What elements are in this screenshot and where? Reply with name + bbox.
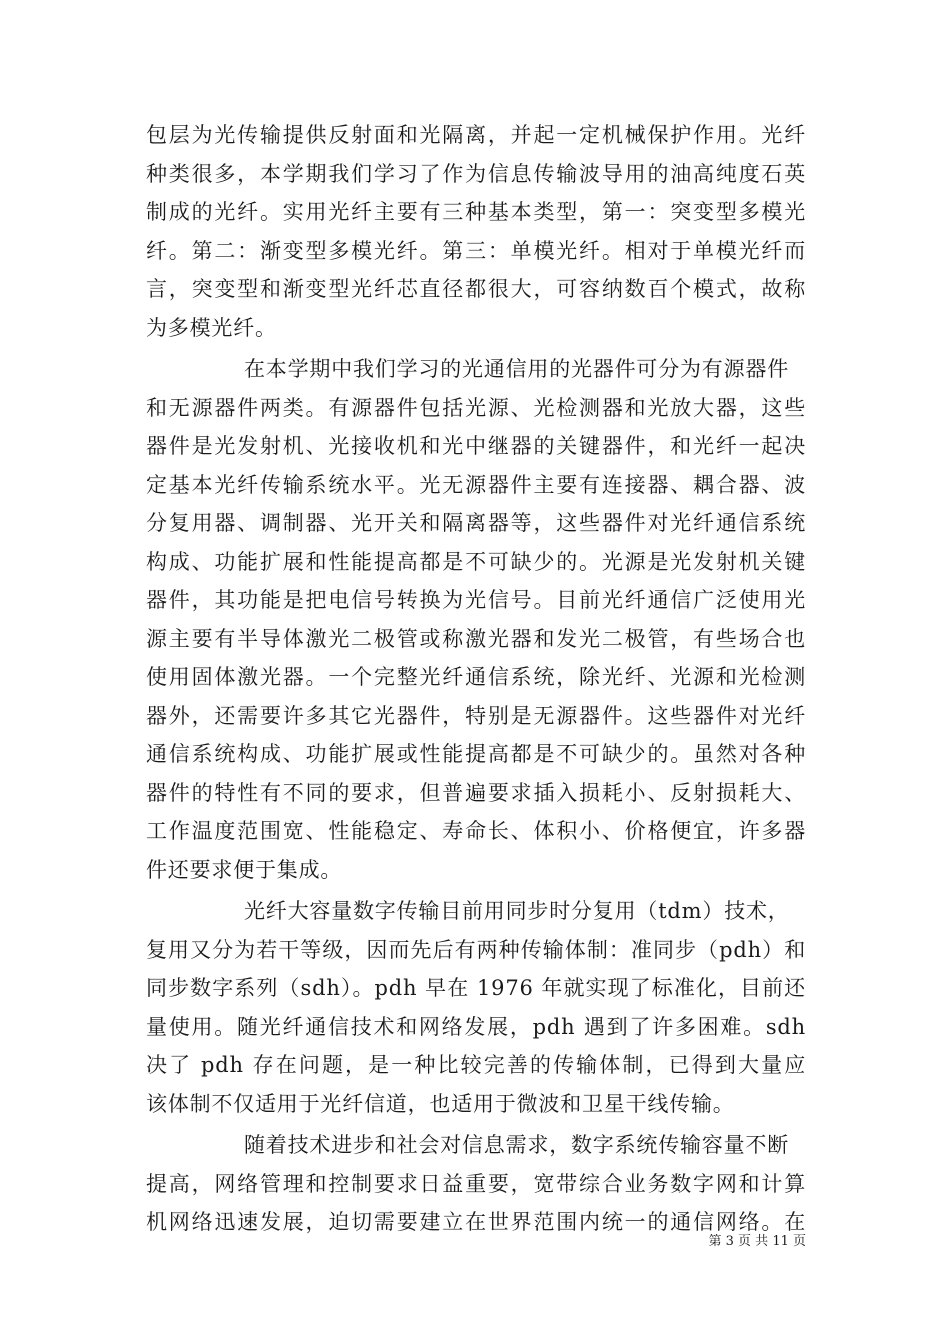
text-line: 包层为光传输提供反射面和光隔离，并起一定机械保护作用。光纤 [146,123,806,147]
text-line: 量使用。随光纤通信技术和网络发展，pdh 遇到了许多困难。sdh [146,1014,806,1039]
text-line: 为多模光纤。 [146,315,277,340]
text-line: 器外，还需要许多其它光器件，特别是无源器件。这些器件对光纤 [146,703,806,728]
text-line: 光纤大容量数字传输目前用同步时分复用（tdm）技术， [244,899,790,923]
text-line: 随着技术进步和社会对信息需求，数字系统传输容量不断 [244,1133,789,1157]
text-line: 分复用器、调制器、光开关和隔离器等，这些器件对光纤通信系统 [146,511,806,535]
text-line: 件还要求便于集成。 [146,857,343,882]
paragraph [146,892,806,1123]
text-line: 种类很多，本学期我们学习了作为信息传输波导用的油高纯度石英 [146,161,806,186]
text-line: 机网络迅速发展，迫切需要建立在世界范围内统一的通信网络。在 [146,1210,806,1234]
paragraph [146,1126,806,1242]
text-line: 构成、功能扩展和性能提高都是不可缺少的。光源是光发射机关键 [146,549,806,574]
text-line: 工作温度范围宽、性能稳定、寿命长、体积小、价格便宜，许多器 [146,819,806,843]
text-line: 言，突变型和渐变型光纤芯直径都很大，可容纳数百个模式，故称 [146,277,806,301]
paragraph [146,116,806,347]
text-line: 器件是光发射机、光接收机和光中继器的关键器件，和光纤一起决 [146,434,806,458]
text-line: 器件的特性有不同的要求，但普遍要求插入损耗小、反射损耗大、 [146,780,806,805]
text-line: 使用固体激光器。一个完整光纤通信系统，除光纤、光源和光检测 [146,665,806,689]
text-line: 器件，其功能是把电信号转换为光信号。目前光纤通信广泛使用光 [146,588,806,612]
text-line: 源主要有半导体激光二极管或称激光器和发光二极管，有些场合也 [146,626,806,651]
paragraph [146,350,806,889]
text-line: 在本学期中我们学习的光通信用的光器件可分为有源器件 [244,357,789,381]
text-line: 纤。第二：渐变型多模光纤。第三：单模光纤。相对于单模光纤而 [146,238,806,263]
text-line: 提高，网络管理和控制要求日益重要，宽带综合业务数字网和计算 [146,1171,806,1196]
text-line: 决了 pdh 存在问题，是一种比较完善的传输体制，已得到大量应 [146,1053,806,1077]
document-body [146,116,806,1242]
text-line: 同步数字系列（sdh）。pdh 早在 1976 年就实现了标准化，目前还 [146,976,806,1000]
text-line: 定基本光纤传输系统水平。光无源器件主要有连接器、耦合器、波 [146,472,806,497]
text-line: 通信系统构成、功能扩展或性能提高都是不可缺少的。虽然对各种 [146,742,806,766]
text-line: 复用又分为若干等级，因而先后有两种传输体制：准同步（pdh）和 [146,937,806,962]
text-line: 制成的光纤。实用光纤主要有三种基本类型，第一：突变型多模光 [146,200,806,224]
page-number: 第 3 页 共 11 页 [708,1234,806,1249]
text-line: 和无源器件两类。有源器件包括光源、光检测器和光放大器，这些 [146,395,806,420]
text-line: 该体制不仅适用于光纤信道，也适用于微波和卫星干线传输。 [146,1091,735,1116]
